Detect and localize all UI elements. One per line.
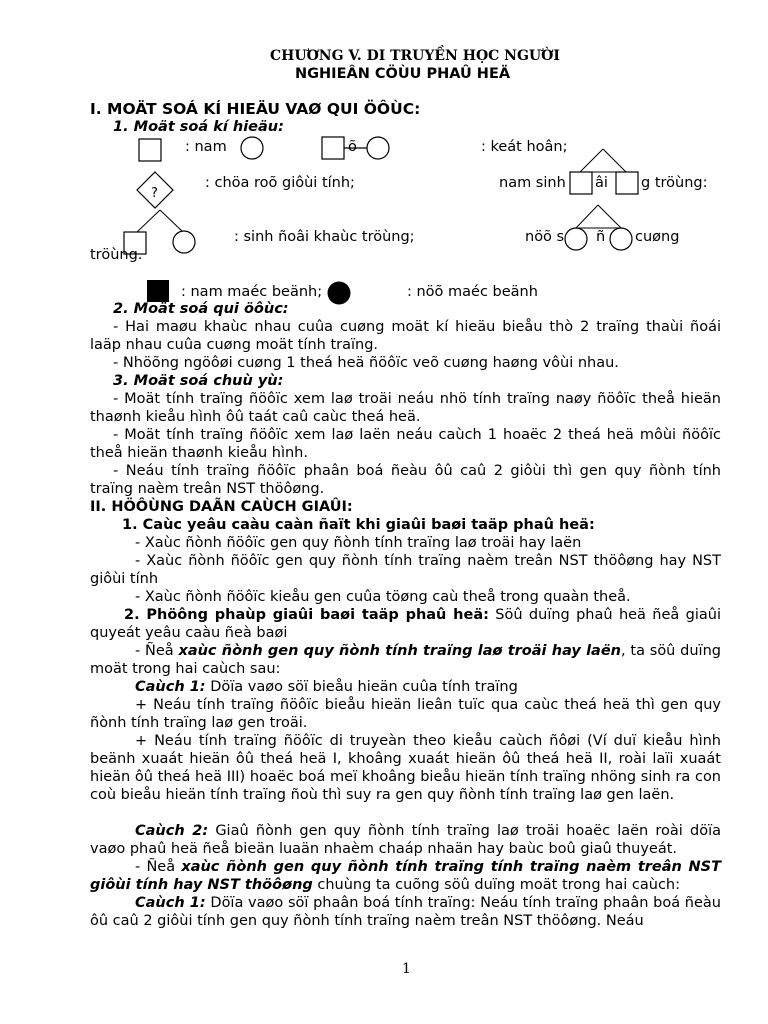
- section-2-heading: II. HÖÔÙNG DAÃN CAÙCH GIAÛI:: [90, 499, 353, 515]
- identical-female-label-b: ñ: [596, 229, 606, 245]
- chromosome-emphasis: xaùc ñònh gen quy ñònh tính traïng tính traïng naèm treân NST giôùi tính hay NST thöôøng: [90, 859, 721, 893]
- convention-paragraph-1: - Hai maøu khaùc nhau cuûa cuøng moät kí hieäu bieåu thò 2 traïng thaùi ñoái laäp nhau cuûa cuøng moät tính traïng.: [90, 319, 721, 353]
- method-2-paragraph: [90, 822, 721, 858]
- female-symbol: [241, 137, 263, 159]
- plus-paragraph-2: + Neáu tính traïng ñöôïc di truyeàn theo kieåu caùch ñôøi (Ví duï kieåu hình beänh xuaát hieän ôû theá heä I, khoâng xuaát hieän ôû theá heä II, roài laïi xuaát hieän ôû theá heä III) hoaëc boá meï khoâng bieåu hieän tính traïng nhöng sinh ra con coù bieåu hieän tính traïng ñoù thì suy ra gen quy ñònh tính traïng laø gen laën.: [90, 733, 721, 803]
- male-female-label: : nam: [185, 139, 227, 155]
- method-1b-label: Caùch 1:: [135, 895, 206, 911]
- fraternal-branch-right: [160, 210, 184, 233]
- method-1b-text: Döïa vaøo söï phaân boá tính traïng: Neáu tính traïng phaân boá ñeàu ôû caû 2 giôùi tính gen quy ñònh tính traïng naèm treân NST thöôøng. Neáu: [90, 895, 721, 929]
- requirement-item-2: - Xaùc ñònh ñöôïc gen quy ñònh tính traïng naèm treân NST thöôøng hay NST giôùi tính: [90, 553, 721, 587]
- note-paragraph-2: - Moät tính traïng ñöôïc xem laø laën neáu caùch 1 hoaëc 2 theá heä môùi ñöôïc theå hieän thaønh kieåu hình.: [90, 427, 721, 461]
- method-heading-rest: Söû duïng phaû heä ñeå giaûi quyeát yeâu caàu ñeà baøi: [90, 607, 721, 641]
- marriage-male-symbol: [322, 137, 344, 159]
- convention-paragraph-2: - Nhöõng ngöôøi cuøng 1 theá heä ñöôïc veõ cuøng haøng vôùi nhau.: [113, 355, 619, 371]
- method-paragraph: [90, 606, 721, 642]
- chromosome-prefix: - Ñeå: [135, 859, 182, 875]
- identical-male-label-c: g tröùng:: [641, 175, 708, 191]
- requirement-item-1: - Xaùc ñònh ñöôïc gen quy ñònh tính traïng laø troäi hay laën: [135, 535, 582, 551]
- note-paragraph-1: - Moät tính traïng ñöôïc xem laø troäi neáu nhö tính traïng naøy ñöôïc theå hieän thaønh kieåu hình ôû taát caû caùc theá heä.: [90, 391, 721, 425]
- page-number: 1: [402, 961, 411, 977]
- method-1-paragraph: [90, 678, 721, 696]
- unknown-sex-label: : chöa roõ giôùi tính;: [205, 175, 355, 191]
- male-symbol: [139, 139, 161, 161]
- requirement-item-3: - Xaùc ñònh ñöôïc kieåu gen cuûa töøng caù theå trong quaàn theå.: [135, 589, 631, 605]
- dominance-suffix: , ta söû duïng moät trong hai caùch sau:: [90, 643, 721, 677]
- identical-male-branch-right: [603, 149, 626, 172]
- dominance-paragraph: [90, 642, 721, 678]
- identical-male-branch-left: [580, 149, 603, 172]
- marriage-female-symbol: [367, 137, 389, 159]
- affected-female-label: : nöõ maéc beänh: [407, 284, 538, 300]
- dominance-emphasis: xaùc ñònh gen quy ñònh tính traïng laø troäi hay laën: [178, 643, 621, 659]
- identical-male-label-a: nam sinh: [499, 175, 566, 191]
- method-1-text: Döïa vaøo söï bieåu hieän cuûa tính traïng: [205, 679, 518, 695]
- identical-female-twin-2: [610, 228, 632, 250]
- method-2-label: Caùch 2:: [135, 823, 209, 839]
- identical-female-twin-1: [565, 228, 587, 250]
- identical-female-branch-right: [598, 205, 621, 228]
- identical-male-label-b: âi: [595, 175, 608, 191]
- nu-fragment: õ: [348, 139, 357, 155]
- chapter-title: CHƯƠNG V. DI TRUYỀN HỌC NGƯỜI: [270, 48, 560, 64]
- identical-female-label-c: cuøng: [635, 229, 680, 245]
- fraternal-female-twin: [173, 231, 195, 253]
- plus-paragraph-1: + Neáu tính traïng ñöôïc bieåu hieän lieân tuïc qua caùc theá heä thì gen quy ñònh tính traïng laø gen troäi.: [90, 697, 721, 731]
- fraternal-twins-label: : sinh ñoâi khaùc tröùng;: [234, 229, 415, 245]
- identical-female-label-d: tröùng.: [90, 247, 143, 263]
- identical-male-twin-2: [616, 172, 638, 194]
- affected-male-symbol: [147, 280, 169, 302]
- page-title: NGHIEÂN CÖÙU PHAÛ HEÄ: [295, 66, 511, 82]
- fraternal-branch-left: [136, 210, 160, 233]
- affected-female-symbol: [328, 282, 351, 305]
- method-heading: 2. Phöông phaùp giaûi baøi taäp phaû heä:: [124, 607, 489, 623]
- subsection-1-1-heading: 1. Moät soá kí hieäu:: [113, 119, 284, 135]
- unknown-mark: ?: [151, 186, 158, 201]
- affected-male-label: : nam maéc beänh;: [181, 284, 323, 300]
- chromosome-suffix: chuùng ta cuõng söû duïng moät trong hai caùch:: [312, 877, 680, 893]
- chromosome-paragraph: [90, 858, 721, 894]
- identical-female-label-a: nöõ s: [525, 229, 565, 245]
- note-paragraph-3: - Neáu tính traïng ñöôïc phaân boá ñeàu ôû caû 2 giôùi thì gen quy ñònh tính traïng naèm treân NST thöôøng.: [90, 463, 721, 497]
- section-1-heading: I. MOÄT SOÁ KÍ HIEÄU VAØ QUI ÖÔÙC:: [90, 100, 421, 118]
- pedigree-symbols: [0, 0, 768, 320]
- marriage-label: : keát hoân;: [481, 139, 568, 155]
- dominance-prefix: - Ñeå: [135, 643, 179, 659]
- method-1b-paragraph: [90, 894, 721, 930]
- subsection-1-3-heading: 3. Moät soá chuù yù:: [113, 373, 284, 389]
- requirements-heading: 1. Caùc yeâu caàu caàn ñaït khi giaûi baøi taäp phaû heä:: [122, 517, 595, 533]
- identical-male-twin-1: [570, 172, 592, 194]
- identical-female-branch-left: [576, 205, 598, 228]
- method-1-label: Caùch 1:: [135, 679, 206, 695]
- method-2-text: Giaû ñònh gen quy ñònh tính traïng laø troäi hoaëc laën roài döïa vaøo phaû heä ñeå bieän luaän nhaèm chaáp nhaän hay baùc boû giaû thuyeát.: [90, 823, 721, 857]
- subsection-1-2-heading: 2. Moät soá qui öôùc:: [113, 301, 289, 317]
